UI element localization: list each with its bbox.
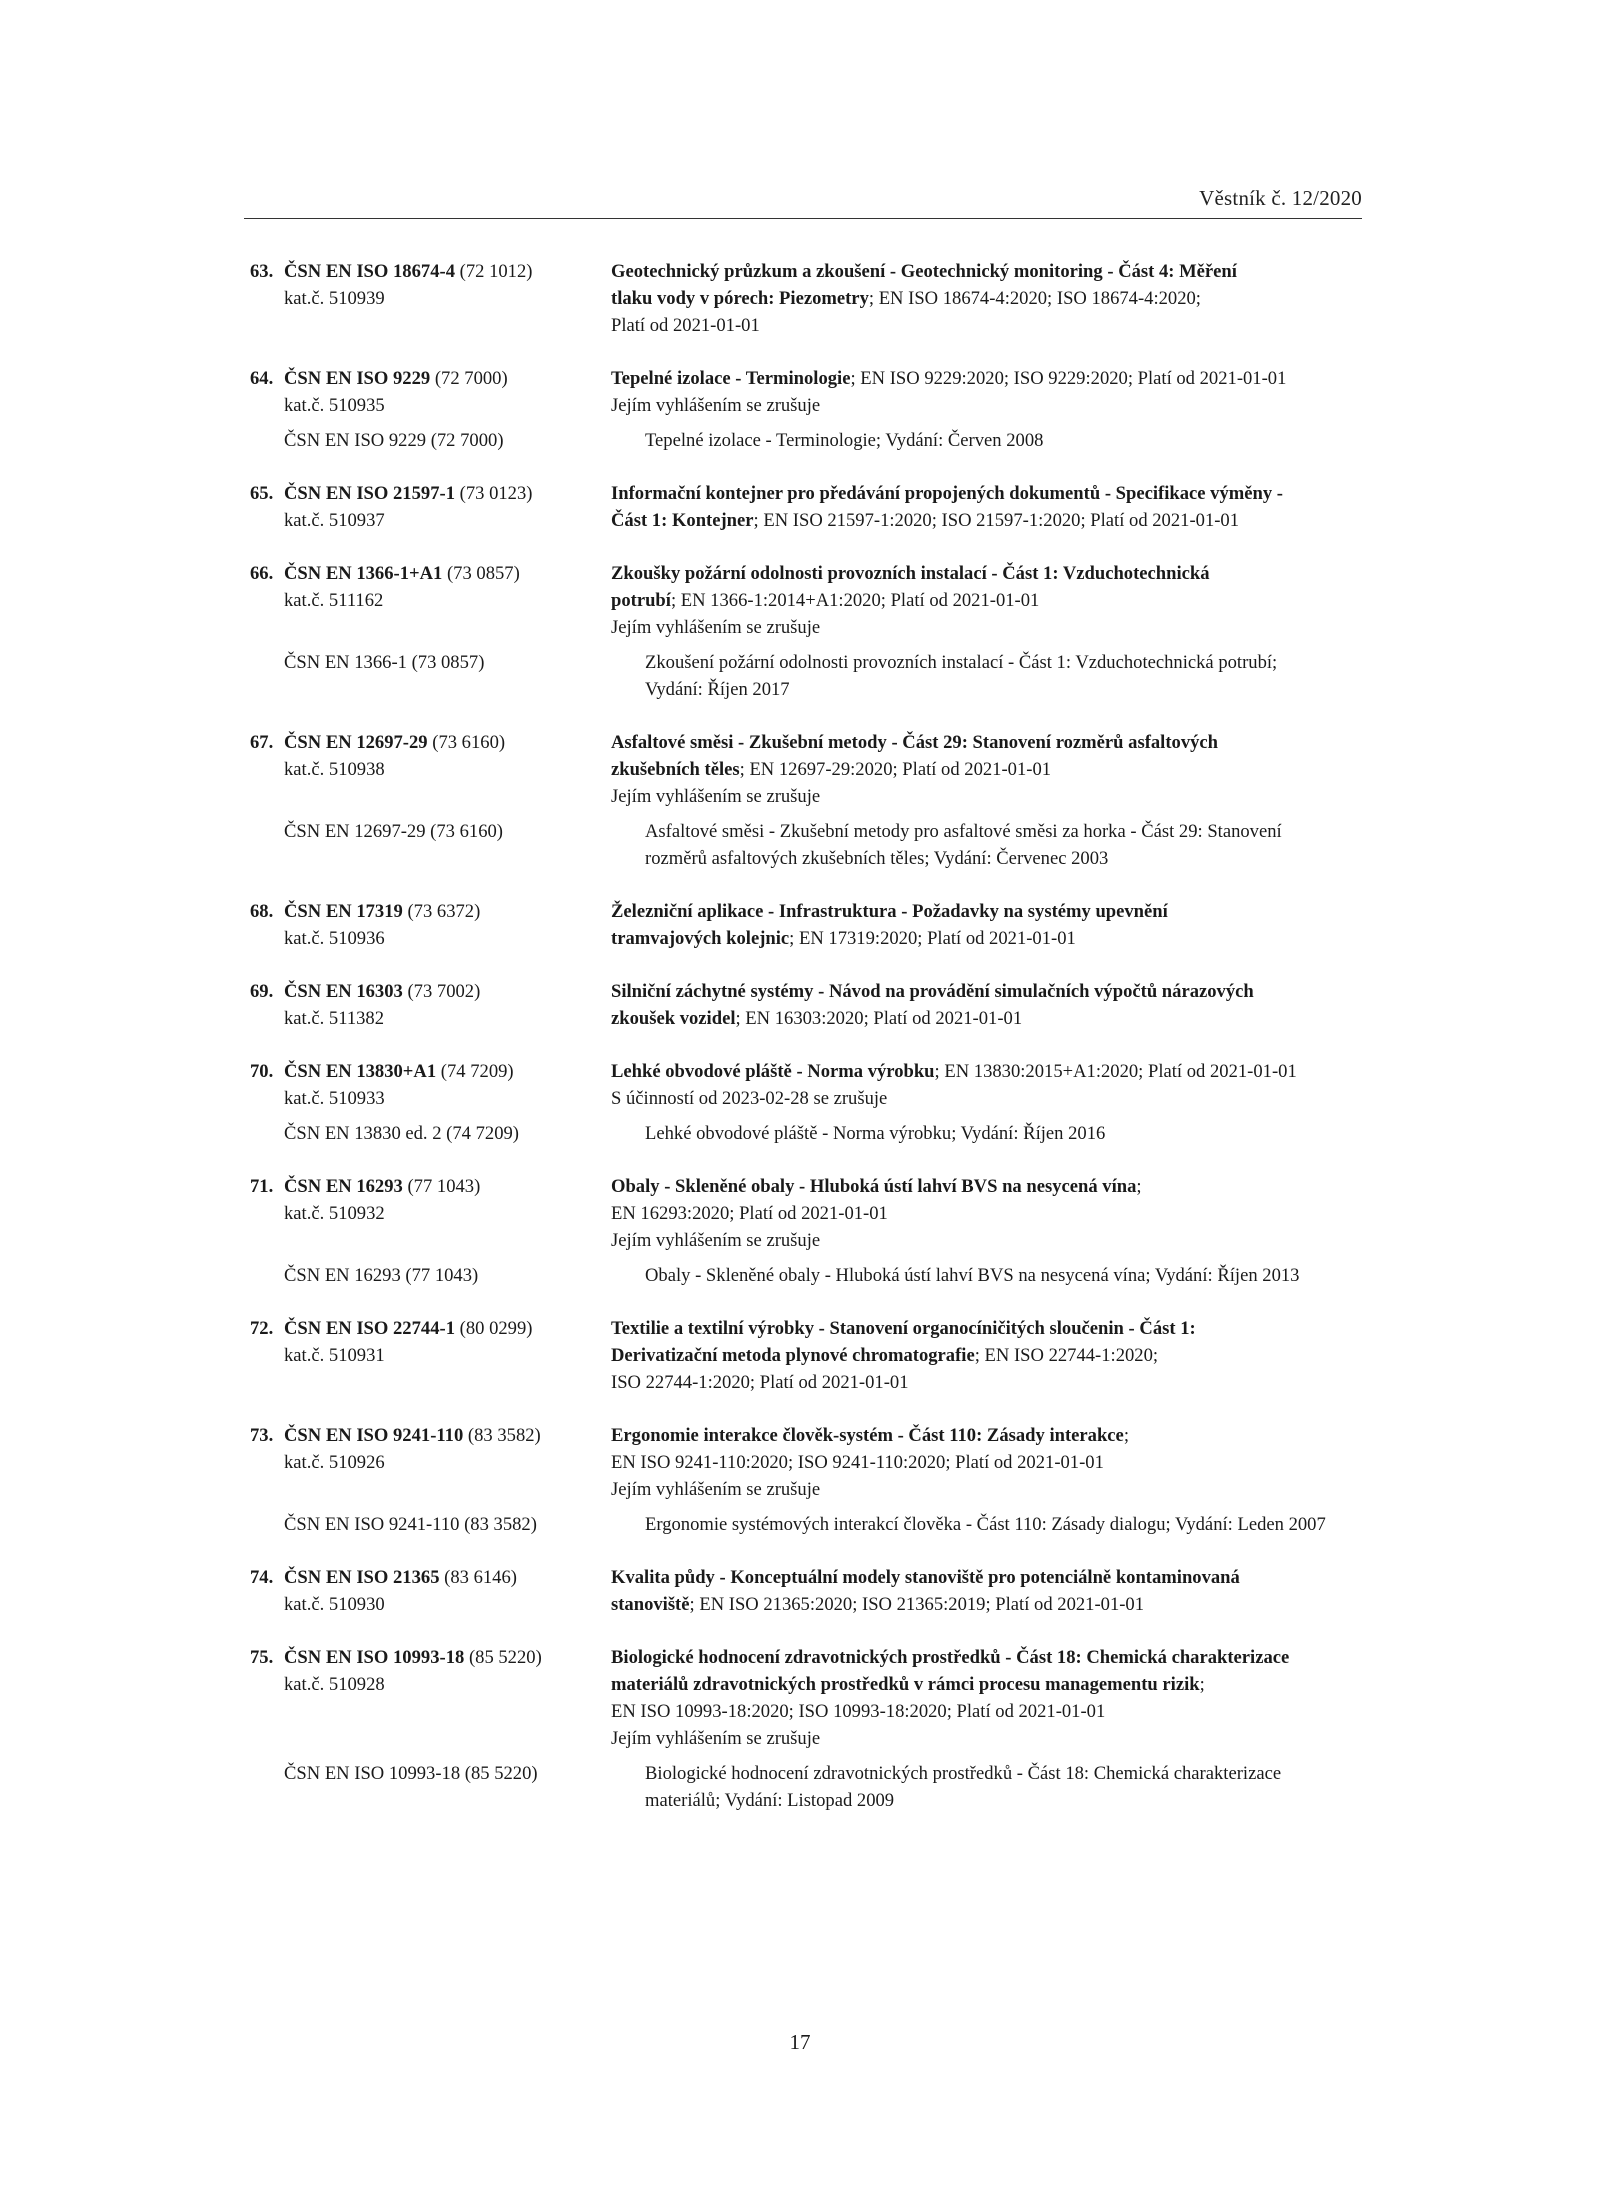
description-line: [611, 1227, 1371, 1254]
description-line: [611, 480, 1371, 507]
classification-code: (80 0299): [459, 1318, 533, 1339]
standard-detail-text: S účinností od 2023-02-28 se zrušuje: [611, 1088, 888, 1109]
description-line: [611, 392, 1371, 419]
catalog-number: kat.č. 511382: [284, 1008, 385, 1029]
replaced-standard-code: ČSN EN 13830 ed. 2 (74 7209): [284, 1123, 519, 1144]
standard-detail-text: Jejím vyhlášením se zrušuje: [611, 395, 821, 416]
standard-detail-text: ;: [1199, 1674, 1205, 1695]
entry-main-row: [250, 365, 1370, 419]
entry-description: [611, 480, 1371, 534]
standard-entry: [250, 729, 1370, 872]
entry-main-row: [250, 258, 1370, 339]
entry-number: 66.: [250, 563, 274, 584]
standard-title-text: Železniční aplikace - Infrastruktura - Požadavky na systémy upevnění: [611, 901, 1168, 922]
standard-title-text: Ergonomie interakce člověk-systém - Část 110: Zásady interakce: [611, 1425, 1124, 1446]
entry-identifier: [250, 1173, 611, 1254]
description-line: [611, 1725, 1371, 1752]
catalog-number: kat.č. 510930: [284, 1594, 385, 1615]
classification-code: (83 3582): [467, 1425, 541, 1446]
entry-main-row: [250, 1315, 1370, 1396]
entry-description: [611, 729, 1371, 810]
standard-code: ČSN EN ISO 22744-1: [284, 1318, 455, 1339]
standard-code: ČSN EN ISO 21597-1: [284, 483, 455, 504]
standard-code: ČSN EN ISO 9229: [284, 368, 431, 389]
standard-code: ČSN EN ISO 10993-18: [284, 1647, 465, 1668]
description-line: [611, 365, 1371, 392]
standard-entry: [250, 258, 1370, 339]
description-line: [611, 1342, 1371, 1369]
catalog-number: kat.č. 510939: [284, 288, 385, 309]
description-line: [611, 285, 1371, 312]
standard-detail-text: Jejím vyhlášením se zrušuje: [611, 1230, 821, 1251]
entry-number: 73.: [250, 1425, 274, 1446]
standard-entry: [250, 1315, 1370, 1396]
standard-title-text: Geotechnický průzkum a zkoušení - Geotechnický monitoring - Část 4: Měření: [611, 261, 1237, 282]
standards-list: [250, 258, 1370, 1840]
replaced-standard-description: [645, 427, 1405, 454]
description-line: [611, 312, 1371, 339]
entry-number: 71.: [250, 1176, 274, 1197]
entry-identifier: [250, 365, 611, 419]
entry-description: [611, 365, 1371, 419]
replaced-description-line: Tepelné izolace - Terminologie; Vydání: Červen 2008: [645, 430, 1044, 451]
replaced-standard-row: [250, 649, 1370, 703]
entry-main-row: [250, 1058, 1370, 1112]
entry-description: [611, 978, 1371, 1032]
standard-title-text: tramvajových kolejnic: [611, 928, 790, 949]
standard-entry: [250, 560, 1370, 703]
replaced-description-line: Lehké obvodové pláště - Norma výrobku; Vydání: Říjen 2016: [645, 1123, 1106, 1144]
standard-entry: [250, 480, 1370, 534]
entry-identifier: [250, 258, 611, 339]
entry-number: 65.: [250, 483, 274, 504]
description-line: [611, 560, 1371, 587]
replaced-description-line: rozměrů asfaltových zkušebních těles; Vydání: Červenec 2003: [645, 848, 1109, 869]
replaced-standard-row: [250, 1120, 1370, 1147]
replaced-standard-row: [250, 1760, 1370, 1814]
entry-description: [611, 1564, 1371, 1618]
standard-detail-text: ; EN ISO 18674-4:2020; ISO 18674-4:2020;: [868, 288, 1201, 309]
standard-detail-text: ; EN 16303:2020; Platí od 2021-01-01: [735, 1008, 1023, 1029]
standard-detail-text: ; EN ISO 22744-1:2020;: [974, 1345, 1159, 1366]
standard-detail-text: Jejím vyhlášením se zrušuje: [611, 1479, 821, 1500]
classification-code: (77 1043): [407, 1176, 481, 1197]
standard-title-text: Biologické hodnocení zdravotnických prostředků - Část 18: Chemická charakterizace: [611, 1647, 1290, 1668]
entry-description: [611, 1315, 1371, 1396]
standard-detail-text: ; EN ISO 21365:2020; ISO 21365:2019; Platí od 2021-01-01: [689, 1594, 1145, 1615]
entry-description: [611, 560, 1371, 641]
entry-description: [611, 1173, 1371, 1254]
description-line: [611, 1005, 1371, 1032]
standard-code: ČSN EN 16293: [284, 1176, 403, 1197]
standard-title-text: tlaku vody v pórech: Piezometry: [611, 288, 869, 309]
entry-main-row: [250, 729, 1370, 810]
replaced-standard-description: [645, 818, 1405, 872]
standard-title-text: Obaly - Skleněné obaly - Hluboká ústí lahví BVS na nesycená vína: [611, 1176, 1137, 1197]
entry-description: [611, 1422, 1371, 1503]
description-line: [611, 1564, 1371, 1591]
catalog-number: kat.č. 510926: [284, 1452, 385, 1473]
standard-code: ČSN EN ISO 18674-4: [284, 261, 455, 282]
entry-number: 74.: [250, 1567, 274, 1588]
replaced-description-line: Obaly - Skleněné obaly - Hluboká ústí lahví BVS na nesycená vína; Vydání: Říjen 2013: [645, 1265, 1300, 1286]
standard-entry: [250, 1564, 1370, 1618]
replaced-standard-code: ČSN EN ISO 9229 (72 7000): [284, 430, 504, 451]
catalog-number: kat.č. 510938: [284, 759, 385, 780]
page-number: 17: [789, 2030, 811, 2054]
catalog-number: kat.č. 510933: [284, 1088, 385, 1109]
standard-detail-text: ;: [1123, 1425, 1129, 1446]
classification-code: (73 0123): [459, 483, 533, 504]
standard-code: ČSN EN 16303: [284, 981, 403, 1002]
entry-number: 64.: [250, 368, 274, 389]
description-line: [611, 1476, 1371, 1503]
description-line: [611, 1315, 1371, 1342]
standard-detail-text: ; EN 1366-1:2014+A1:2020; Platí od 2021-01-01: [670, 590, 1040, 611]
entry-main-row: [250, 560, 1370, 641]
standard-title-text: Asfaltové směsi - Zkušební metody - Část 29: Stanovení rozměrů asfaltových: [611, 732, 1219, 753]
standard-detail-text: ISO 22744-1:2020; Platí od 2021-01-01: [611, 1372, 909, 1393]
standard-entry: [250, 978, 1370, 1032]
description-line: [611, 1644, 1371, 1671]
replaced-standard-row: [250, 427, 1370, 454]
description-line: [611, 756, 1371, 783]
standard-code: ČSN EN 13830+A1: [284, 1061, 437, 1082]
standard-detail-text: Platí od 2021-01-01: [611, 315, 760, 336]
description-line: [611, 1173, 1371, 1200]
standard-title-text: Silniční záchytné systémy - Návod na provádění simulačních výpočtů nárazových: [611, 981, 1254, 1002]
classification-code: (73 6372): [407, 901, 481, 922]
replaced-description-line: Ergonomie systémových interakcí člověka - Část 110: Zásady dialogu; Vydání: Leden 2007: [645, 1514, 1326, 1535]
standard-title-text: potrubí: [611, 590, 671, 611]
entry-description: [611, 1644, 1371, 1752]
standard-code: ČSN EN 1366-1+A1: [284, 563, 443, 584]
entry-number: 72.: [250, 1318, 274, 1339]
standard-title-text: zkoušek vozidel: [611, 1008, 736, 1029]
replaced-standard-description: [645, 649, 1405, 703]
entry-identifier: [250, 1315, 611, 1396]
standard-detail-text: Jejím vyhlášením se zrušuje: [611, 1728, 821, 1749]
description-line: [611, 587, 1371, 614]
description-line: [611, 729, 1371, 756]
standard-detail-text: EN ISO 9241-110:2020; ISO 9241-110:2020; Platí od 2021-01-01: [611, 1452, 1104, 1473]
catalog-number: kat.č. 510937: [284, 510, 385, 531]
entry-main-row: [250, 480, 1370, 534]
replaced-standard-description: [645, 1511, 1405, 1538]
description-line: [611, 783, 1371, 810]
description-line: [611, 1698, 1371, 1725]
catalog-number: kat.č. 510932: [284, 1203, 385, 1224]
entry-identifier: [250, 1564, 611, 1618]
entry-identifier: [250, 1058, 611, 1112]
standard-entry: [250, 898, 1370, 952]
entry-main-row: [250, 898, 1370, 952]
entry-identifier: [250, 898, 611, 952]
entry-description: [611, 258, 1371, 339]
description-line: [611, 507, 1371, 534]
entry-number: 69.: [250, 981, 274, 1002]
standard-code: ČSN EN ISO 9241-110: [284, 1425, 464, 1446]
entry-number: 75.: [250, 1647, 274, 1668]
entry-description: [611, 898, 1371, 952]
catalog-number: kat.č. 510936: [284, 928, 385, 949]
bulletin-title: Věstník č. 12/2020: [1199, 186, 1362, 210]
replaced-standard-row: [250, 818, 1370, 872]
replaced-standard-description: [645, 1760, 1405, 1814]
entry-main-row: [250, 1564, 1370, 1618]
entry-description: [611, 1058, 1371, 1112]
standard-detail-text: EN ISO 10993-18:2020; ISO 10993-18:2020; Platí od 2021-01-01: [611, 1701, 1106, 1722]
catalog-number: kat.č. 510935: [284, 395, 385, 416]
description-line: [611, 1085, 1371, 1112]
classification-code: (73 0857): [446, 563, 520, 584]
entry-identifier: [250, 1422, 611, 1503]
standard-detail-text: ;: [1136, 1176, 1142, 1197]
entry-identifier: [250, 729, 611, 810]
entry-number: 70.: [250, 1061, 274, 1082]
standard-title-text: materiálů zdravotnických prostředků v rámci procesu managementu rizik: [611, 1674, 1200, 1695]
standard-title-text: Derivatizační metoda plynové chromatografie: [611, 1345, 975, 1366]
replaced-standard-code: ČSN EN 1366-1 (73 0857): [284, 652, 485, 673]
standard-entry: [250, 1058, 1370, 1147]
standard-title-text: Kvalita půdy - Konceptuální modely stanoviště pro potenciálně kontaminovaná: [611, 1567, 1240, 1588]
classification-code: (83 6146): [444, 1567, 517, 1588]
classification-code: (74 7209): [440, 1061, 514, 1082]
entry-main-row: [250, 978, 1370, 1032]
description-line: [611, 898, 1371, 925]
standard-title-text: zkušebních těles: [611, 759, 740, 780]
catalog-number: kat.č. 511162: [284, 590, 384, 611]
description-line: [611, 978, 1371, 1005]
entry-number: 67.: [250, 732, 274, 753]
entry-main-row: [250, 1173, 1370, 1254]
standard-title-text: Část 1: Kontejner: [611, 510, 754, 531]
entry-number: 68.: [250, 901, 274, 922]
standard-entry: [250, 1644, 1370, 1814]
standard-detail-text: ; EN 13830:2015+A1:2020; Platí od 2021-01-01: [934, 1061, 1297, 1082]
standard-entry: [250, 1422, 1370, 1538]
entry-identifier: [250, 1644, 611, 1752]
standard-detail-text: ; EN 17319:2020; Platí od 2021-01-01: [789, 928, 1076, 949]
replaced-description-line: Asfaltové směsi - Zkušební metody pro asfaltové směsi za horka - Část 29: Stanovení: [645, 821, 1282, 842]
standard-entry: [250, 365, 1370, 454]
replaced-description-line: Biologické hodnocení zdravotnických prostředků - Část 18: Chemická charakterizace: [645, 1763, 1282, 1784]
standard-detail-text: Jejím vyhlášením se zrušuje: [611, 786, 821, 807]
replaced-description-line: Vydání: Říjen 2017: [645, 679, 790, 700]
catalog-number: kat.č. 510931: [284, 1345, 385, 1366]
entry-number: 63.: [250, 261, 274, 282]
description-line: [611, 1671, 1371, 1698]
classification-code: (72 7000): [434, 368, 508, 389]
replaced-standard-description: [645, 1120, 1405, 1147]
description-line: [611, 925, 1371, 952]
standard-detail-text: Jejím vyhlášením se zrušuje: [611, 617, 821, 638]
standard-title-text: stanoviště: [611, 1594, 690, 1615]
description-line: [611, 258, 1371, 285]
entry-identifier: [250, 480, 611, 534]
replaced-description-line: materiálů; Vydání: Listopad 2009: [645, 1790, 895, 1811]
replaced-standard-code: ČSN EN 16293 (77 1043): [284, 1265, 479, 1286]
replaced-standard-code: ČSN EN ISO 9241-110 (83 3582): [284, 1514, 537, 1535]
standard-code: ČSN EN 12697-29: [284, 732, 428, 753]
classification-code: (73 7002): [407, 981, 481, 1002]
standard-detail-text: ; EN 12697-29:2020; Platí od 2021-01-01: [739, 759, 1052, 780]
description-line: [611, 1422, 1371, 1449]
standard-title-text: Zkoušky požární odolnosti provozních instalací - Část 1: Vzduchotechnická: [611, 563, 1210, 584]
standard-title-text: Tepelné izolace - Terminologie: [611, 368, 851, 389]
description-line: [611, 1200, 1371, 1227]
replaced-standard-row: [250, 1511, 1370, 1538]
replaced-standard-code: ČSN EN 12697-29 (73 6160): [284, 821, 503, 842]
standard-detail-text: ; EN ISO 21597-1:2020; ISO 21597-1:2020; Platí od 2021-01-01: [753, 510, 1240, 531]
standard-title-text: Lehké obvodové pláště - Norma výrobku: [611, 1061, 935, 1082]
replaced-standard-code: ČSN EN ISO 10993-18 (85 5220): [284, 1763, 538, 1784]
description-line: [611, 1058, 1371, 1085]
replaced-description-line: Zkoušení požární odolnosti provozních instalací - Část 1: Vzduchotechnická potrubí;: [645, 652, 1278, 673]
entry-identifier: [250, 978, 611, 1032]
standard-detail-text: ; EN ISO 9229:2020; ISO 9229:2020; Platí od 2021-01-01: [850, 368, 1287, 389]
description-line: [611, 1449, 1371, 1476]
entry-identifier: [250, 560, 611, 641]
standard-title-text: Textilie a textilní výrobky - Stanovení organocíničitých sloučenin - Část 1:: [611, 1318, 1196, 1339]
description-line: [611, 1369, 1371, 1396]
entry-main-row: [250, 1644, 1370, 1752]
standard-title-text: Informační kontejner pro předávání propojených dokumentů - Specifikace výměny -: [611, 483, 1283, 504]
standard-detail-text: EN 16293:2020; Platí od 2021-01-01: [611, 1203, 888, 1224]
standard-entry: [250, 1173, 1370, 1289]
replaced-standard-row: [250, 1262, 1370, 1289]
entry-main-row: [250, 1422, 1370, 1503]
catalog-number: kat.č. 510928: [284, 1674, 385, 1695]
description-line: [611, 614, 1371, 641]
description-line: [611, 1591, 1371, 1618]
standard-code: ČSN EN 17319: [284, 901, 403, 922]
classification-code: (73 6160): [432, 732, 506, 753]
classification-code: (85 5220): [468, 1647, 542, 1668]
standard-code: ČSN EN ISO 21365: [284, 1567, 440, 1588]
classification-code: (72 1012): [459, 261, 533, 282]
page-header: [244, 182, 1362, 219]
replaced-standard-description: [645, 1262, 1405, 1289]
